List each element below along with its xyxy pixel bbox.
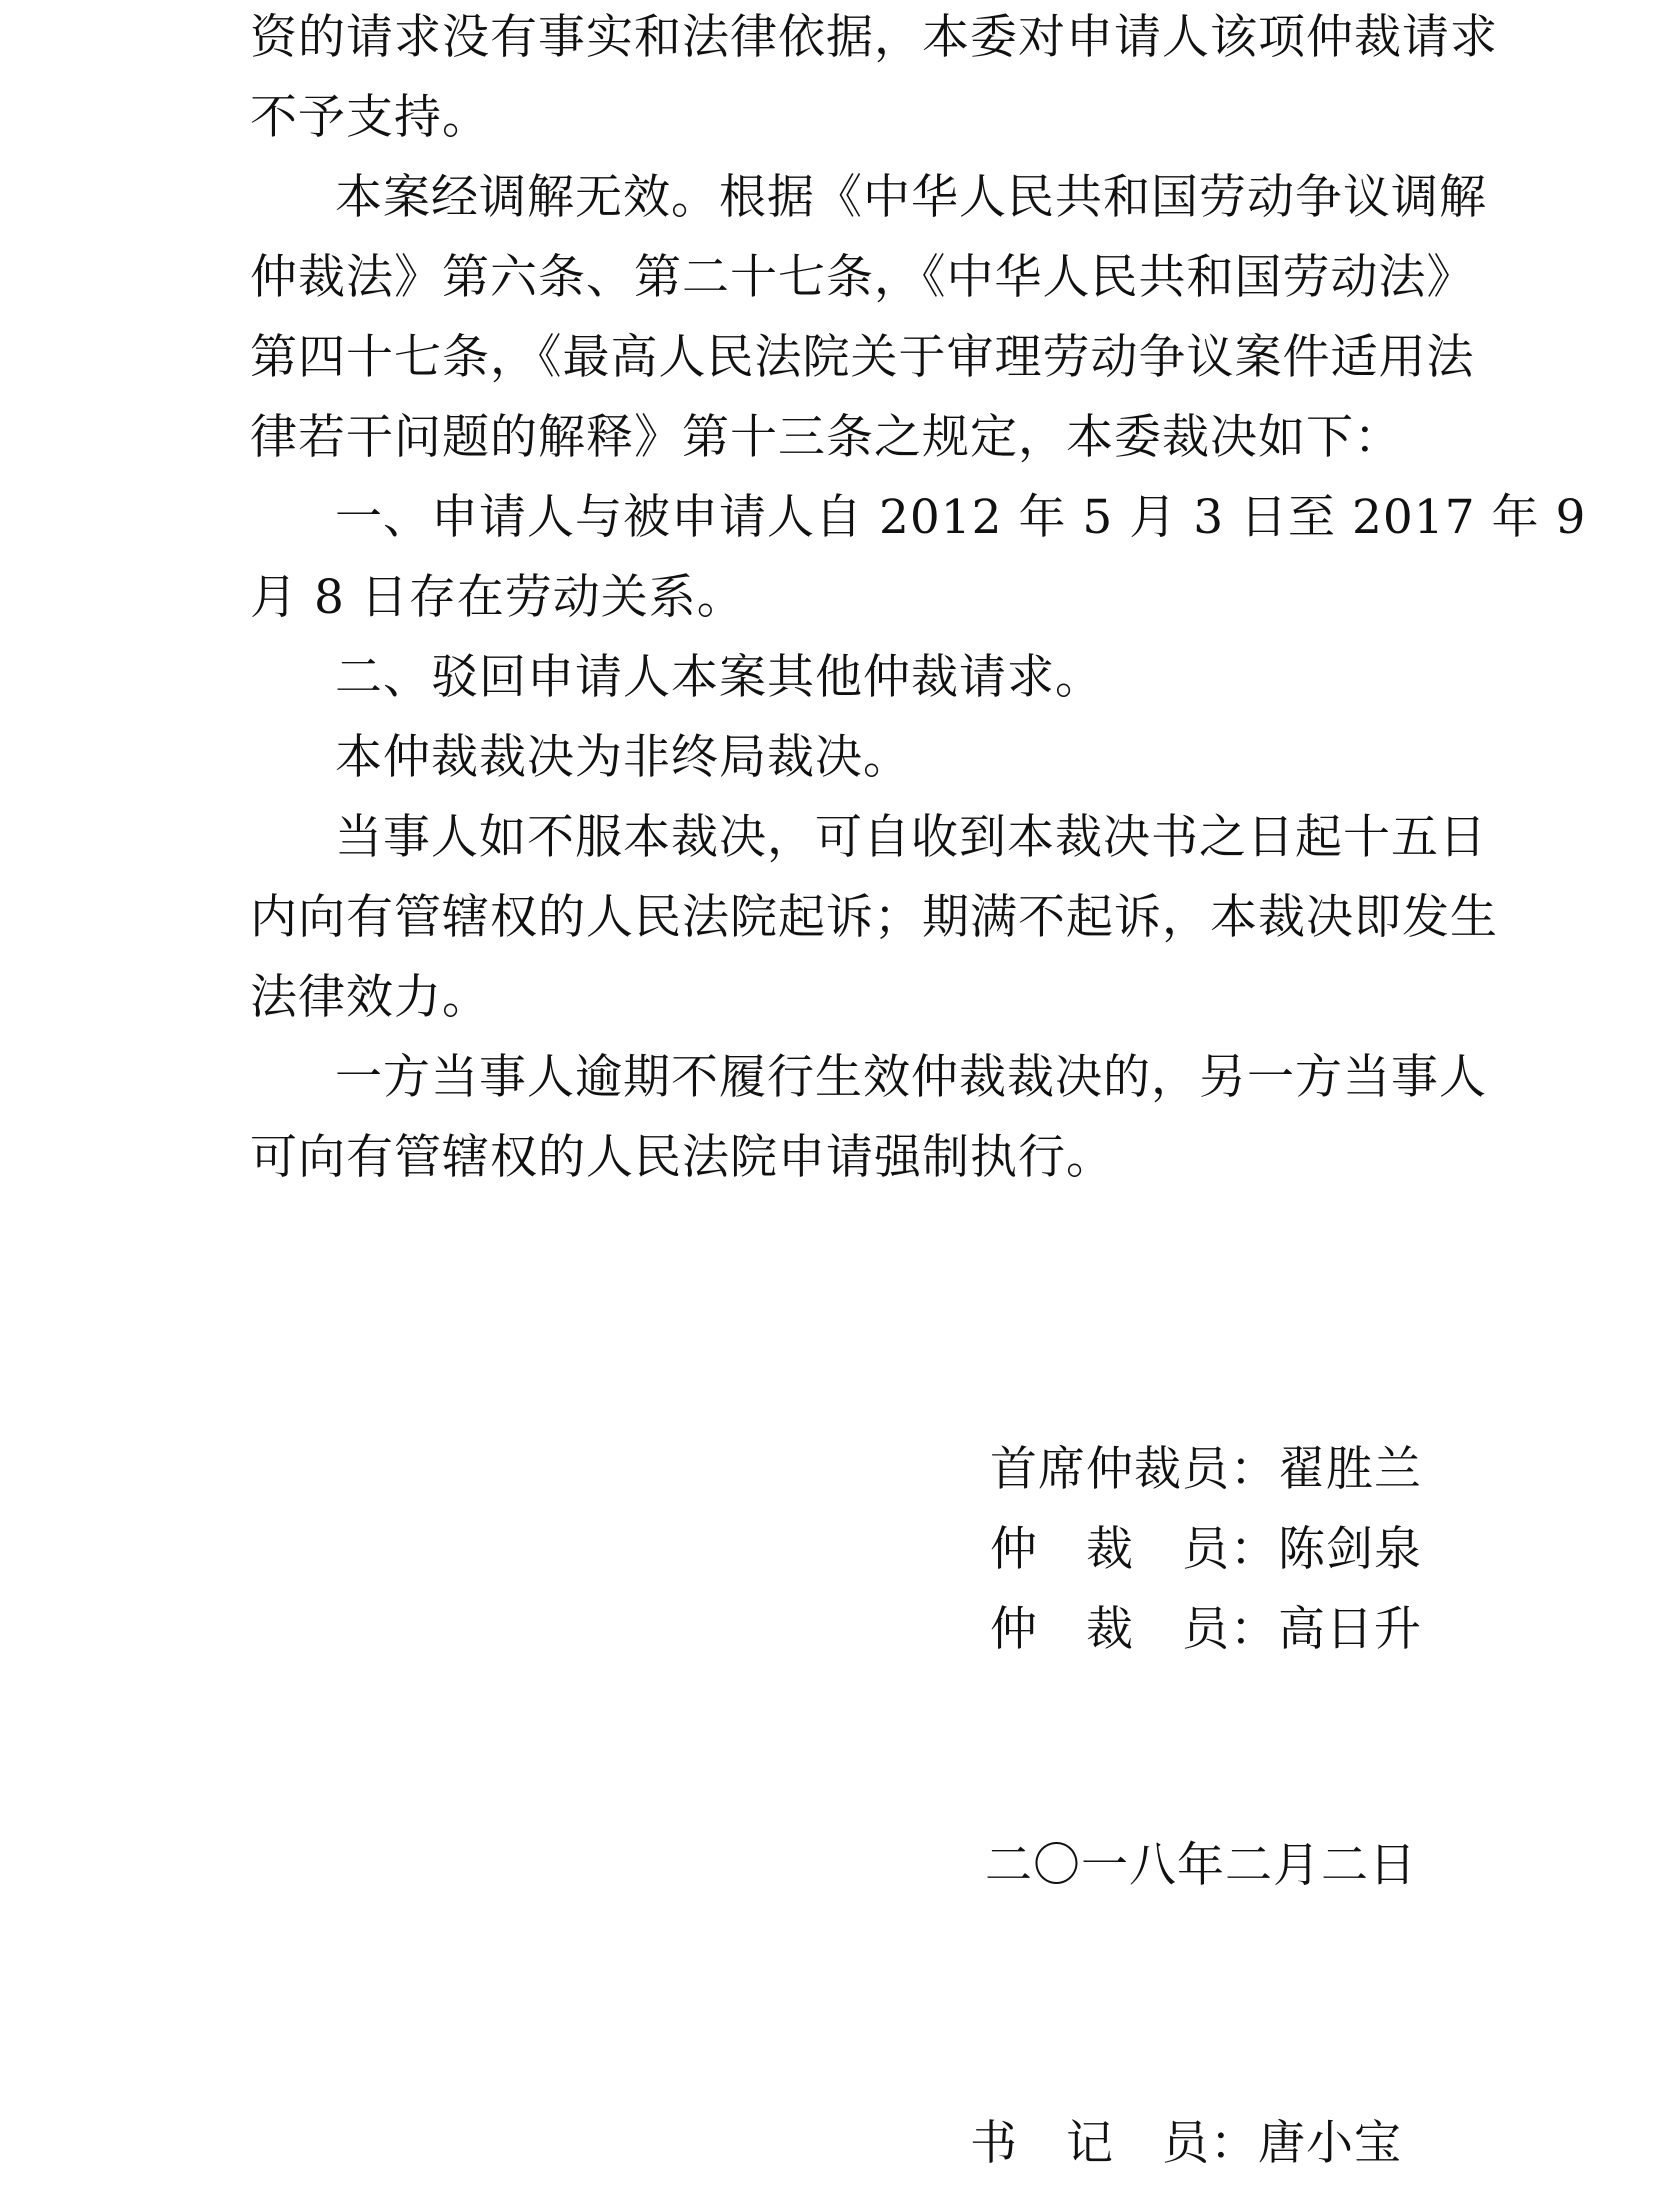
body-line-4: 仲裁法》第六条、第二十七条，《中华人民共和国劳动法》	[250, 250, 1475, 305]
body-line-12: 内向有管辖权的人民法院起诉；期满不起诉，本裁决即发生	[250, 890, 1498, 945]
body-line-10: 本仲裁裁决为非终局裁决。	[335, 730, 911, 785]
decision-date: 二〇一八年二月二日	[985, 1838, 1417, 1893]
body-line-11: 当事人如不服本裁决，可自收到本裁决书之日起十五日	[335, 810, 1487, 865]
body-line-3: 本案经调解无效。根据《中华人民共和国劳动争议调解	[335, 170, 1487, 225]
body-line-5: 第四十七条，《最高人民法院关于审理劳动争议案件适用法	[250, 330, 1475, 385]
body-line-8: 月 8 日存在劳动关系。	[250, 570, 745, 625]
body-line-7: 一、申请人与被申请人自 2012 年 5 月 3 日至 2017 年 9	[335, 490, 1587, 545]
arbitrator-signature-2: 仲 裁 员：高日升	[990, 1602, 1422, 1657]
body-line-14: 一方当事人逾期不履行生效仲裁裁决的，另一方当事人	[335, 1050, 1487, 1105]
body-line-6: 律若干问题的解释》第十三条之规定，本委裁决如下：	[250, 410, 1402, 465]
arbitrator-signature-1: 仲 裁 员：陈剑泉	[990, 1522, 1422, 1577]
chief-arbitrator-signature: 首席仲裁员：翟胜兰	[990, 1442, 1422, 1497]
clerk-signature: 书 记 员：唐小宝	[970, 2116, 1402, 2171]
body-line-15: 可向有管辖权的人民法院申请强制执行。	[250, 1130, 1114, 1185]
body-line-9: 二、驳回申请人本案其他仲裁请求。	[335, 650, 1103, 705]
body-line-1: 资的请求没有事实和法律依据，本委对申请人该项仲裁请求	[250, 10, 1498, 65]
body-line-2: 不予支持。	[250, 90, 490, 145]
body-line-13: 法律效力。	[250, 970, 490, 1025]
